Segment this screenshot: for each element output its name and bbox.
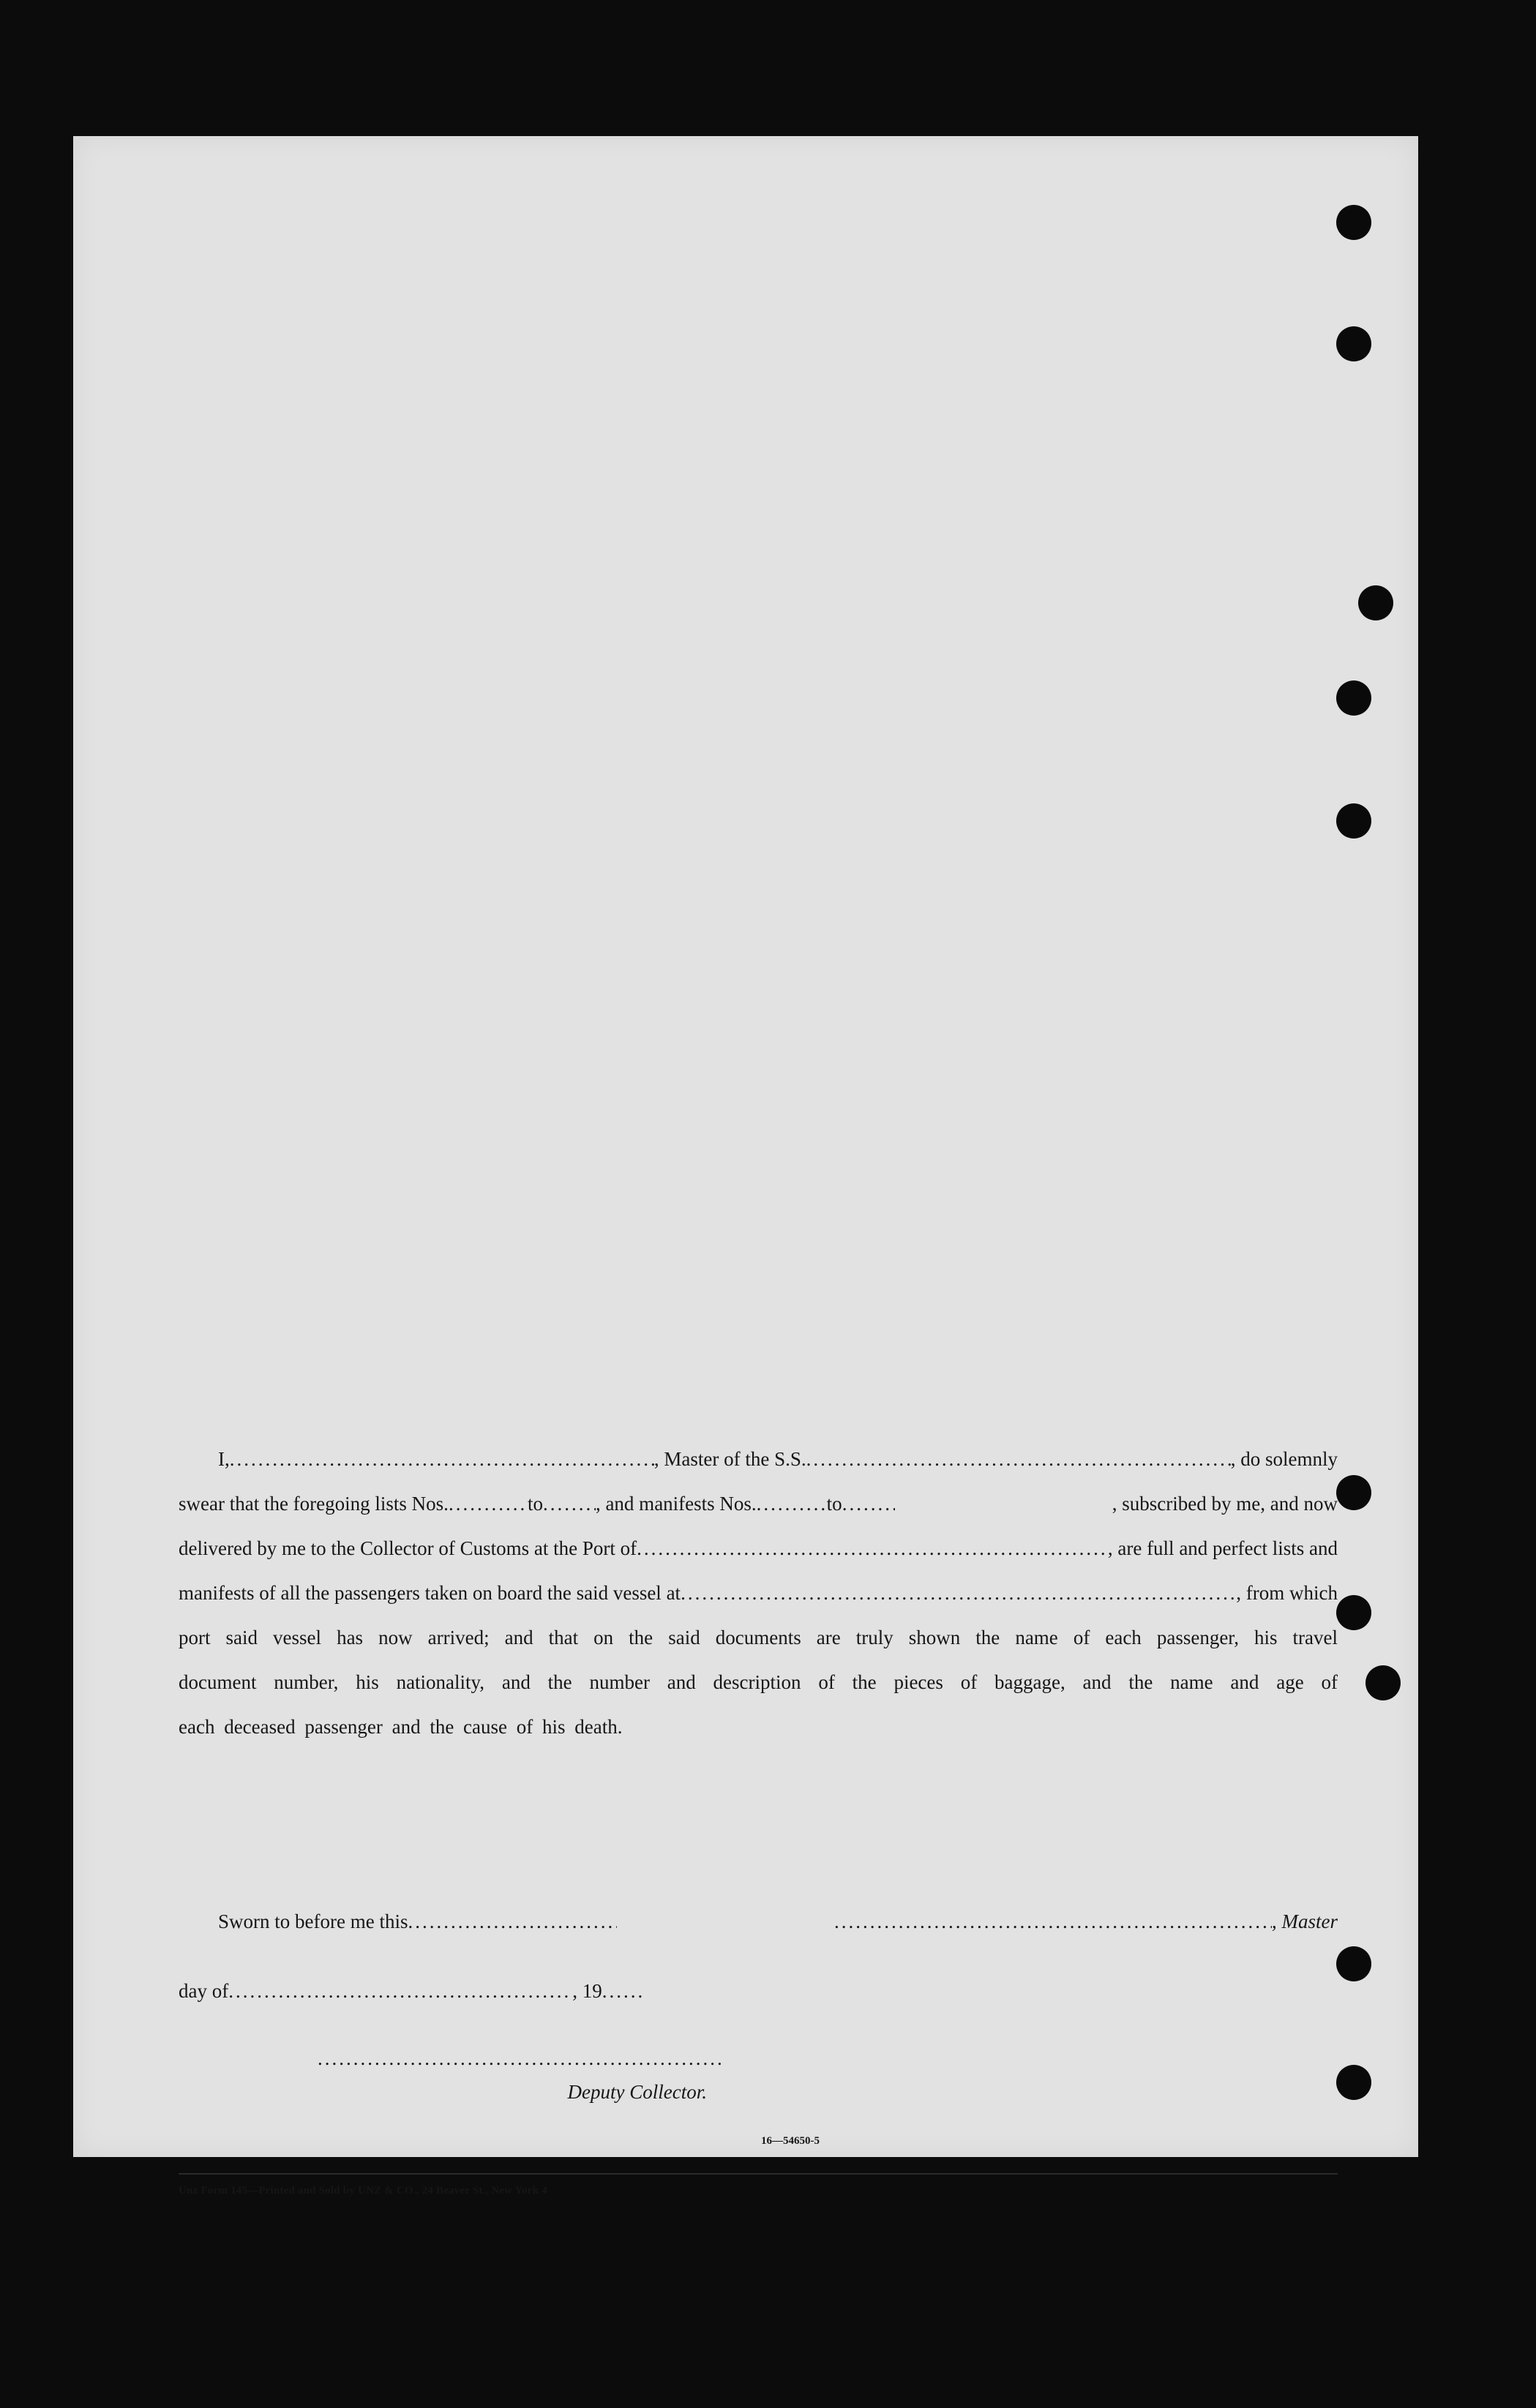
oath-do-solemnly: , do solemnly (1230, 1448, 1338, 1470)
oath-collector: delivered by me to the Collector of Customs at the Port of (179, 1537, 637, 1559)
oath-manifests-nos: , and manifests Nos. (595, 1493, 757, 1515)
day-of-text: day of (179, 1980, 229, 2002)
punch-hole (1358, 585, 1393, 620)
master-name-blank (230, 1437, 654, 1482)
manifests-from-blank (757, 1482, 827, 1526)
punch-hole (1336, 1595, 1371, 1630)
oath-line-5: port said vessel has now arrived; and that on the said documents are truly shown the name of each passenger, his travel (179, 1627, 1338, 1649)
sworn-line (218, 1910, 617, 1933)
oath-full-perfect: , are full and perfect lists and (1107, 1537, 1338, 1559)
deputy-signature-blank (318, 2047, 724, 2070)
form-number: 16—54650-5 (761, 2135, 820, 2147)
punch-hole (1336, 680, 1371, 716)
master-label: , Master (1272, 1910, 1338, 1932)
oath-to-1: to (527, 1493, 543, 1515)
oath-from-which: , from which (1236, 1582, 1338, 1604)
punch-hole (1336, 205, 1371, 240)
lists-to-blank (543, 1482, 596, 1526)
punch-hole (1365, 1665, 1401, 1700)
punch-hole (1336, 326, 1371, 361)
oath-line-3 (179, 1526, 1338, 1571)
embark-port-blank (681, 1571, 1236, 1616)
vessel-name-blank (806, 1437, 1231, 1482)
master-signature-blank (834, 1910, 1272, 1933)
manifests-to-blank (842, 1482, 895, 1526)
printer-imprint: Unz Form 145—Printed and Sold by UNZ & CO., 24 Beaver St., New York 4 (179, 2185, 547, 2197)
oath-line-2 (179, 1482, 1338, 1526)
oath-lists-nos: swear that the foregoing lists Nos. (179, 1493, 449, 1515)
oath-subscribed: , subscribed by me, and now (1112, 1493, 1338, 1515)
sworn-day-blank (408, 1910, 617, 1933)
port-blank (637, 1526, 1108, 1571)
oath-line-1 (179, 1437, 1338, 1482)
deputy-collector-label: Deputy Collector. (567, 2081, 707, 2103)
footer-rule (179, 2173, 1338, 2175)
oath-line-6: document number, his nationality, and the number and description of the pieces of baggage, and the name and age of (179, 1671, 1338, 1693)
oath-i: I, (218, 1448, 230, 1470)
oath-to-2: to (826, 1493, 842, 1515)
oath-master-of-ss: , Master of the S.S. (653, 1448, 806, 1470)
oath-paragraph (179, 1437, 1338, 1749)
lists-from-blank (449, 1482, 528, 1526)
punch-hole (1336, 803, 1371, 839)
form-page (73, 136, 1418, 2197)
oath-line-7: each deceased passenger and the cause of his death. (179, 1716, 623, 1738)
punch-hole (1336, 1475, 1371, 1510)
day-of-line (179, 1980, 646, 2003)
year-prefix: , 19 (572, 1980, 602, 2002)
sworn-text: Sworn to before me this (218, 1910, 408, 1932)
master-signature-line (834, 1910, 1338, 1933)
oath-manifests-of: manifests of all the passengers taken on board the said vessel at (179, 1582, 681, 1604)
punch-hole (1336, 2065, 1371, 2100)
punch-hole (1336, 1946, 1371, 1981)
year-blank (602, 1980, 646, 2003)
month-blank (228, 1980, 572, 2003)
oath-line-4 (179, 1571, 1338, 1616)
oath-line-7-row (179, 1705, 1338, 1749)
